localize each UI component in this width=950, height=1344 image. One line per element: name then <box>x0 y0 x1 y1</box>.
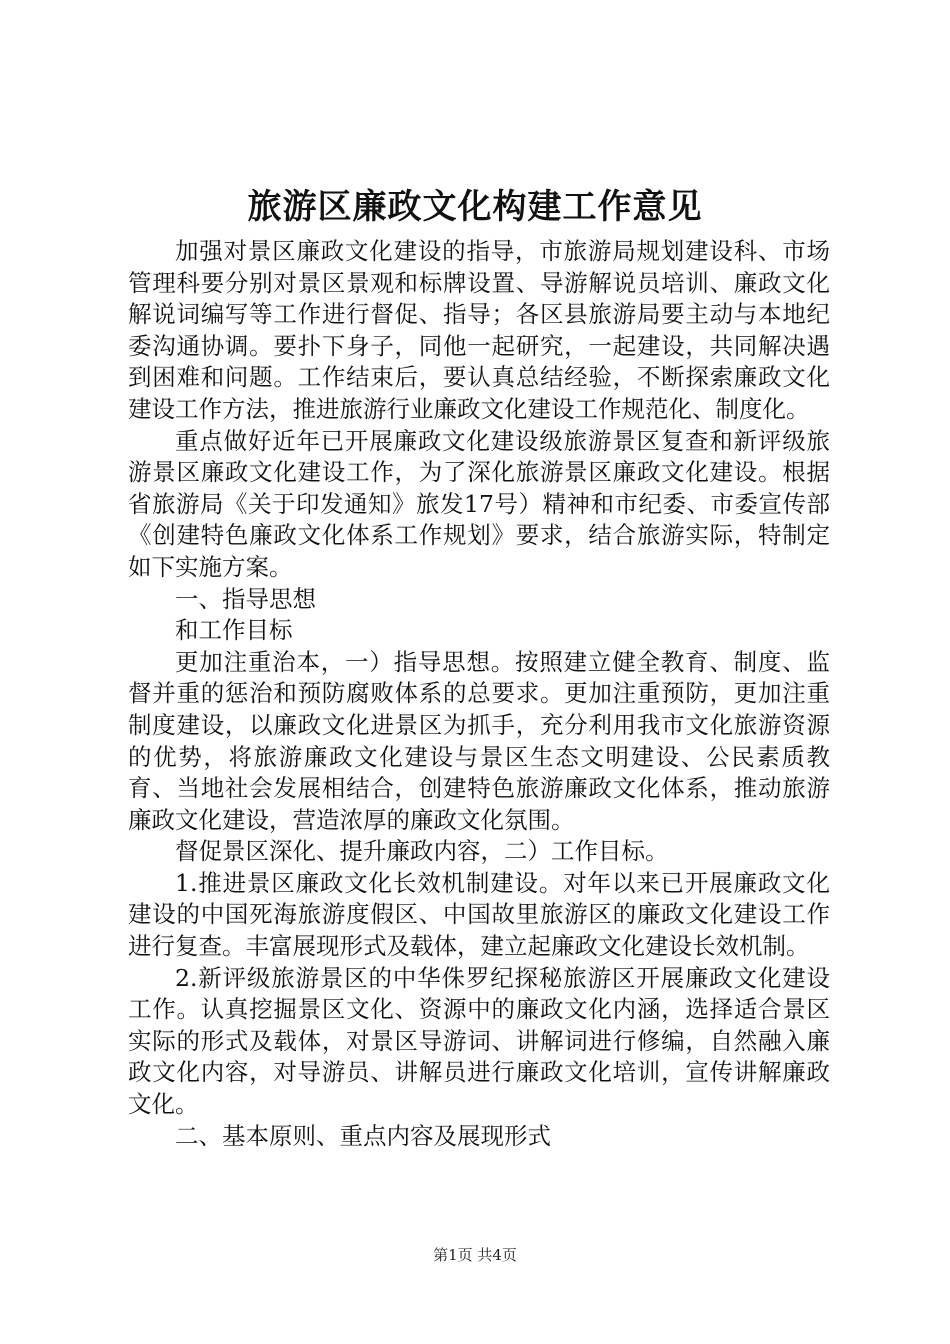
document-title: 旅游区廉政文化构建工作意见 <box>247 187 703 227</box>
section-heading: 一、指导思想 <box>175 584 316 613</box>
paragraph: 重点做好近年已开展廉政文化建设级旅游景区复查和新评级旅游景区廉政文化建设工作，为了深化旅游景区廉政文化建设。根据省旅游局《关于印发通知》旅发17号）精神和市纪委、市委宣传部《创建特色廉政文化体系工作规划》要求，结合旅游实际，特制定如下实施方案。 <box>128 426 830 581</box>
section-heading: 二、基本原则、重点内容及展现形式 <box>175 1121 551 1150</box>
page-number: 第1页 共4页 <box>433 1246 517 1264</box>
paragraph: 1.推进景区廉政文化长效机制建设。对年以来已开展廉政文化建设的中国死海旅游度假区、中国故里旅游区的廉政文化建设工作进行复查。丰富展现形式及载体，建立起廉政文化建设长效机制。 <box>128 868 830 961</box>
paragraph: 督促景区深化、提升廉政内容，二）工作目标。 <box>175 837 669 866</box>
paragraph: 2.新评级旅游景区的中华侏罗纪探秘旅游区开展廉政文化建设工作。认真挖掘景区文化、资源中的廉政文化内涵，选择适合景区实际的形式及载体，对景区导游词、讲解词进行修编，自然融入廉政文化内容，对导游员、讲解员进行廉政文化培训，宣传讲解廉政文化。 <box>128 963 830 1119</box>
section-heading: 和工作目标 <box>175 616 293 645</box>
paragraph: 更加注重治本，一）指导思想。按照建立健全教育、制度、监督并重的惩治和预防腐败体系的总要求。更加注重预防，更加注重制度建设，以廉政文化进景区为抓手，充分利用我市文化旅游资源的优势，将旅游廉政文化建设与景区生态文明建设、公民素质教育、当地社会发展相结合，创建特色旅游廉政文化体系，推动旅游廉政文化建设，营造浓厚的廉政文化氛围。 <box>128 647 830 834</box>
paragraph: 加强对景区廉政文化建设的指导，市旅游局规划建设科、市场管理科要分别对景区景观和标牌设置、导游解说员培训、廉政文化解说词编写等工作进行督促、指导；各区县旅游局要主动与本地纪委沟通协调。要扑下身子，同他一起研究，一起建设，共同解决遇到困难和问题。工作结束后，要认真总结经验，不断探索廉政文化建设工作方法，推进旅游行业廉政文化建设工作规范化、制度化。 <box>128 237 830 423</box>
document-body <box>128 236 830 1152</box>
